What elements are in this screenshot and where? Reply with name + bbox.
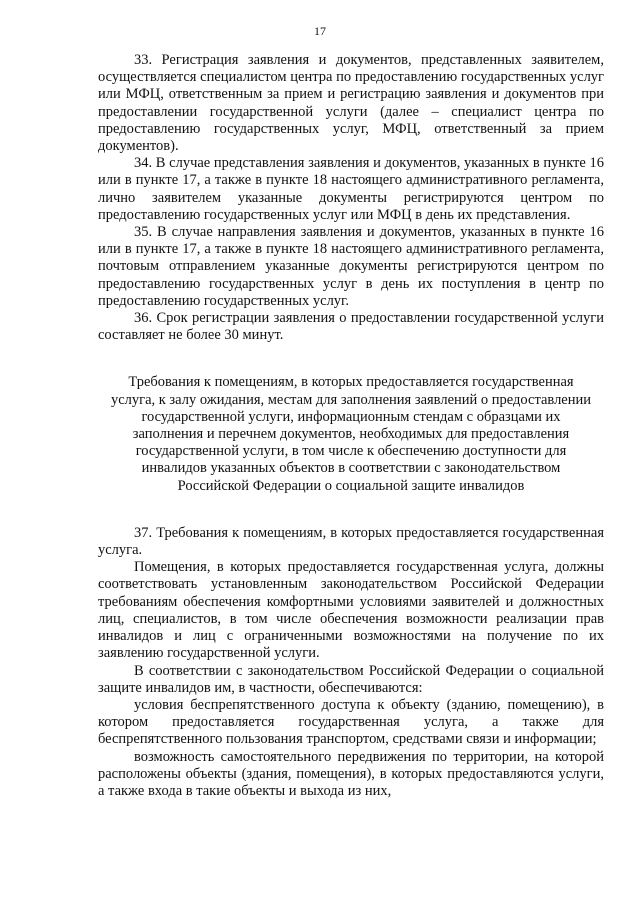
paragraph-premises-requirements: Помещения, в которых предоставляется государственная услуга, должны соответствовать установленным законодательством Российской Федерации требованиям обеспечения комфортными условиями заявителей и должностных лиц, специалистов, в том числе обеспечения возможности реализации прав инвалидов и лиц с ограниченными возможностями на получение по их заявлению государственной услуги. <box>98 559 604 662</box>
paragraph-access-conditions: условия беспрепятственного доступа к объекту (зданию, помещению), в котором предоставляется государственная услуга, а также для беспрепятственного пользования транспортом, средствами связи и информации; <box>98 696 604 748</box>
page-number: 17 <box>314 24 326 38</box>
section-heading: Требования к помещениям, в которых предоставляется государственная услуга, к залу ожидания, местам для заполнения заявлений о предоставлении государственной услуги, информационным стендам с образцами их заполнения и перечнем документов, необходимых для предоставления государственной услуги, в том числе к обеспечению доступности для инвалидов указанных объектов в соответствии с законодательством Российской Федерации о социальной защите инвалидов <box>110 374 592 494</box>
document-body <box>98 52 604 800</box>
paragraph-37: 37. Требования к помещениям, в которых предоставляется государственная услуга. <box>98 524 604 559</box>
paragraph-disability-provisions: В соответствии с законодательством Российской Федерации о социальной защите инвалидов им, в частности, обеспечиваются: <box>98 662 604 696</box>
paragraph-35: 35. В случае направления заявления и документов, указанных в пункте 16 или в пункте 17, а также в пункте 18 настоящего административного регламента, почтовым отправлением указанные документы регистрируются центром по предоставлению государственных услуг в день их поступления в центр по предоставлению государственных услуг. <box>98 224 604 309</box>
paragraph-34: 34. В случае представления заявления и документов, указанных в пункте 16 или в пункте 17, а также в пункте 18 настоящего административного регламента, лично заявителем указанные документы регистрируются центром по предоставлению государственных услуг или МФЦ в день их представления. <box>98 155 604 223</box>
paragraph-36: 36. Срок регистрации заявления о предоставлении государственной услуги составляет не более 30 минут. <box>98 310 604 344</box>
paragraph-33: 33. Регистрация заявления и документов, представленных заявителем, осуществляется специалистом центра по предоставлению государственных услуг или МФЦ, ответственным за прием и регистрацию заявления и документов при предоставлении государственной услуги (далее – специалист центра по предоставлению государственных услуг, МФЦ, ответственный за прием документов). <box>98 52 604 155</box>
paragraph-movement-possibility: возможность самостоятельного передвижения по территории, на которой расположены объекты (здания, помещения), в которых предоставляются услуги, а также входа в такие объекты и выхода из них, <box>98 748 604 799</box>
